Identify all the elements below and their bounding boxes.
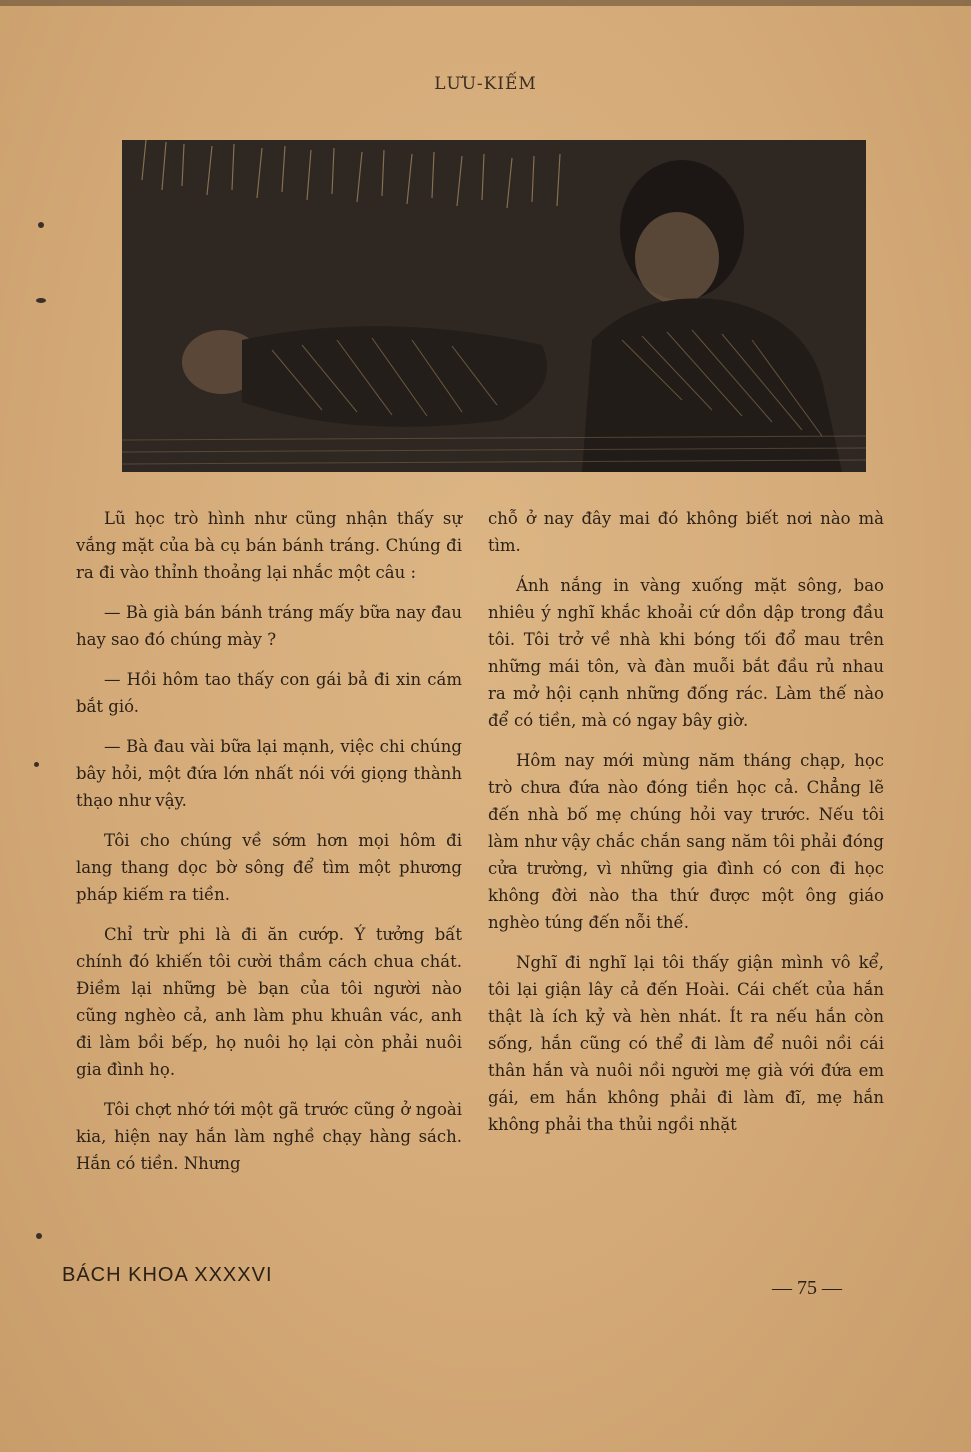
paper-speck	[36, 1233, 42, 1239]
paragraph: Tôi cho chúng về sớm hơn mọi hôm đi lang thang dọc bờ sông để tìm một phương pháp kiếm ra tiền.	[76, 831, 462, 904]
paragraph: Tôi chợt nhớ tới một gã trước cũng ở ngoài kia, hiện nay hắn làm nghề chạy hàng sách. Hắn có tiền. Nhưng	[76, 1100, 462, 1173]
paragraph: — Bà đau vài bữa lại mạnh, việc chi chúng bây hỏi, một đứa lớn nhất nói với giọng thành thạo như vậy.	[76, 737, 462, 810]
paragraph: Chỉ trừ phi là đi ăn cướp. Ý tưởng bất chính đó khiến tôi cười thầm cách chua chát. Điềm lại những bè bạn của tôi người nào cũng nghèo cả, anh làm phu khuân vác, anh đi làm bồi bếp, họ nuôi họ lại còn phải nuôi gia đình họ.	[76, 925, 462, 1079]
paragraph: Hôm nay mới mùng năm tháng chạp, học trò chưa đứa nào đóng tiền học cả. Chẳng lẽ đến nhà bố mẹ chúng hỏi vay trước. Nếu tôi làm như vậy chắc chắn sang năm tôi phải đóng cửa trường, vì những gia đình có con đi học không đời nào tha thứ được một ông giáo nghèo túng đến nỗi thế.	[488, 751, 884, 932]
left-text-column	[76, 505, 462, 1190]
page-number: — 75 —	[772, 1277, 842, 1299]
paragraph: — Hồi hôm tao thấy con gái bả đi xin cám bắt gió.	[76, 670, 462, 716]
magazine-title: BÁCH KHOA XXXXVI	[62, 1264, 273, 1286]
paragraph: Nghĩ đi nghĩ lại tôi thấy giận mình vô kể, tôi lại giận lây cả đến Hoài. Cái chết của hắn thật là ích kỷ và hèn nhát. Ít ra nếu hắn còn sống, hắn cũng có thể đi làm để nuôi nồi cái thân hắn và nuôi nồi người mẹ già với đứa em gái, em hắn không phải đi làm đĩ, mẹ hắn không phải tha thủi ngồi nhặt	[488, 953, 884, 1134]
page-top-edge	[0, 0, 971, 6]
paragraph: — Bà già bán bánh tráng mấy bữa nay đau hay sao đó chúng mày ?	[76, 603, 462, 649]
paragraph: Lũ học trò hình như cũng nhận thấy sự vắng mặt của bà cụ bán bánh tráng. Chúng đi ra đi vào thỉnh thoảng lại nhắc một câu :	[76, 509, 462, 582]
paragraph: chỗ ở nay đây mai đó không biết nơi nào mà tìm.	[488, 509, 884, 555]
woodcut-illustration	[122, 140, 866, 472]
paper-speck	[34, 762, 39, 767]
author-header: LƯU-KIẾM	[434, 74, 537, 94]
paper-speck	[36, 298, 46, 303]
illustration-drawing	[122, 140, 866, 472]
paper-speck	[38, 222, 44, 228]
paragraph: Ánh nắng in vàng xuống mặt sông, bao nhiêu ý nghĩ khắc khoải cứ dồn dập trong đầu tôi. Tôi trở về nhà khi bóng tối đổ mau trên những mái tôn, và đàn muỗi bắt đầu rủ nhau ra mở hội cạnh những đống rác. Làm thế nào để có tiền, mà có ngay bây giờ.	[488, 576, 884, 730]
right-text-column	[488, 505, 884, 1151]
